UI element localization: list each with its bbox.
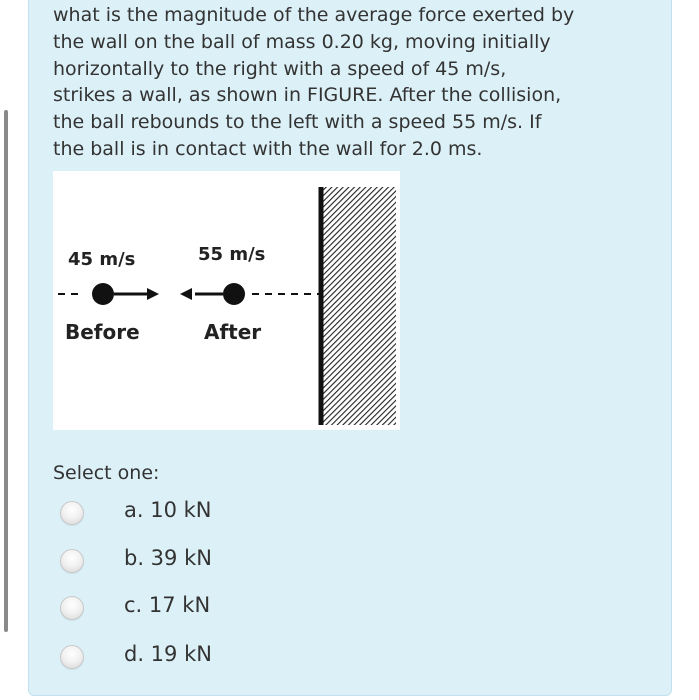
ball-after	[223, 283, 245, 305]
question-line: the ball is in contact with the wall for 2.0 ms.	[53, 137, 483, 160]
select-one-label: Select one:	[53, 462, 160, 484]
after-label: After	[204, 320, 262, 344]
ball-before	[92, 283, 114, 305]
radio-button[interactable]	[60, 501, 84, 525]
radio-button[interactable]	[60, 549, 84, 573]
option-label[interactable]: b. 39 kN	[124, 546, 212, 570]
collision-figure	[53, 171, 400, 430]
arrow-right-head	[147, 288, 159, 300]
radio-button[interactable]	[60, 596, 84, 620]
option-a[interactable]	[60, 496, 360, 528]
radio-button[interactable]	[60, 645, 84, 669]
question-line: strikes a wall, as shown in FIGURE. After the collision,	[53, 84, 562, 107]
collision-diagram	[53, 171, 400, 430]
wall-hatching	[321, 187, 396, 425]
option-label[interactable]: d. 19 kN	[124, 642, 212, 666]
question-text	[53, 2, 653, 163]
speed-before-label: 45 m/s	[68, 249, 136, 270]
question-line: the ball rebounds to the left with a speed 55 m/s. If	[53, 111, 542, 134]
speed-after-label: 55 m/s	[198, 244, 266, 265]
option-c[interactable]	[60, 591, 360, 623]
question-line: what is the magnitude of the average force exerted by	[53, 4, 575, 26]
arrow-left-head	[180, 288, 192, 300]
option-d[interactable]	[60, 640, 360, 672]
before-label: Before	[65, 320, 140, 344]
scrollbar[interactable]	[4, 110, 8, 632]
question-line: the wall on the ball of mass 0.20 kg, moving initially	[53, 30, 551, 53]
option-label[interactable]: c. 17 kN	[124, 593, 211, 617]
option-label[interactable]: a. 10 kN	[124, 498, 212, 522]
option-b[interactable]	[60, 544, 360, 576]
question-line: horizontally to the right with a speed of 45 m/s,	[53, 57, 507, 80]
